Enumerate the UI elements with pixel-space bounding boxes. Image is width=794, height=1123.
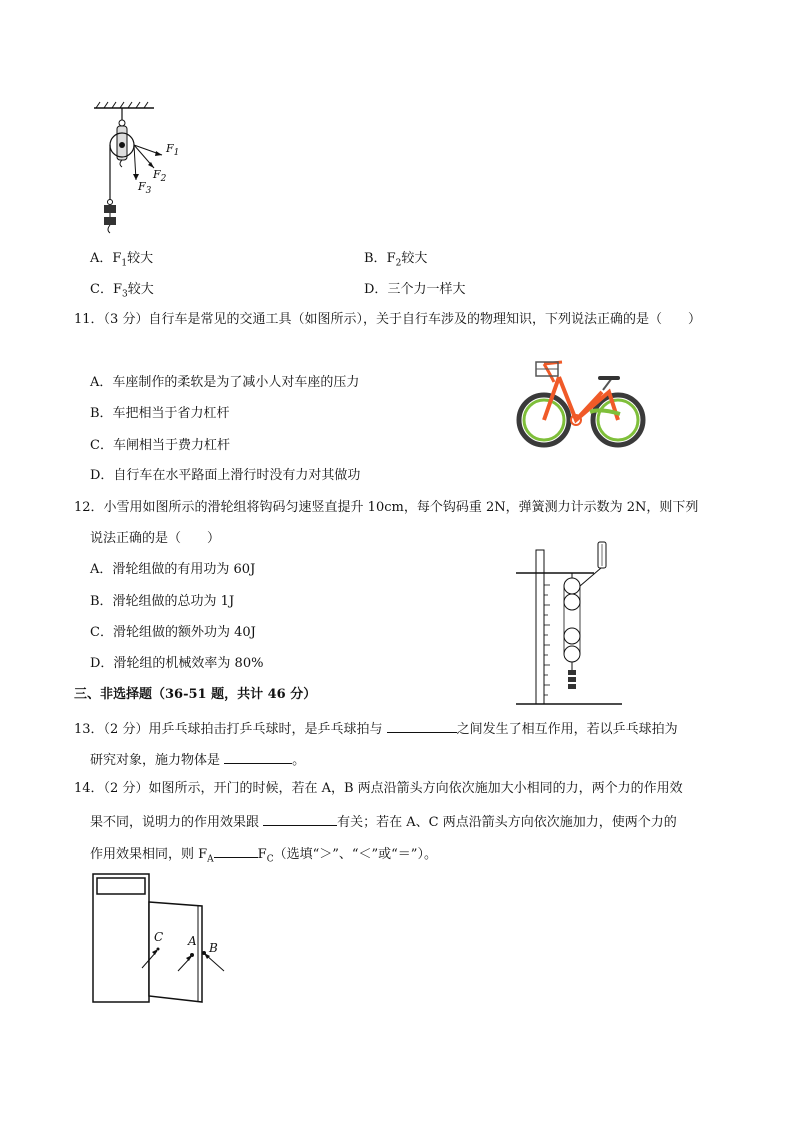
q11-option-c[interactable]: C．车闸相当于费力杠杆 <box>90 438 230 453</box>
label-f2-sub: 2 <box>160 174 167 185</box>
option-text: 较大 <box>127 282 154 297</box>
option-text: 较大 <box>401 251 428 266</box>
q12-stem-line1: 12．小雪用如图所示的滑轮组将钩码匀速竖直提升 10cm，每个钩码重 2N，弹簧测力计示数为 2N，则下列 <box>74 500 699 515</box>
section-3-title: 三、非选择题（36-51 题，共计 46 分） <box>74 687 317 702</box>
q14-line2-post: 有关；若在 A、C 两点沿箭头方向依次施加力，使两个力的 <box>337 815 677 830</box>
q13-line2 <box>90 749 305 770</box>
q14-sub-c: C <box>266 854 274 865</box>
q14-line2-pre: 果不同，说明力的作用效果跟 <box>90 815 264 830</box>
option-subscript: 2 <box>395 258 402 269</box>
option-text: 三个力一样大 <box>387 282 466 297</box>
q11-option-d[interactable]: D．自行车在水平路面上滑行时没有力对其做功 <box>90 468 361 483</box>
q10-option-c[interactable] <box>90 281 154 304</box>
option-subscript: 3 <box>121 289 128 300</box>
q14-line3-post: （选填“＞”、“＜”或“＝”）。 <box>273 847 437 862</box>
q14-line3-mid: F <box>257 847 267 862</box>
option-letter: C． <box>90 282 113 297</box>
q14-line1: 14．（2 分）如图所示，开门的时候，若在 A，B 两点沿箭头方向依次施加大小相同的力，两个力的作用效 <box>74 781 683 796</box>
q13-line2-post: 。 <box>292 753 306 768</box>
q14-blank-2[interactable] <box>214 843 258 858</box>
q14-line2 <box>90 811 677 832</box>
q10-option-d[interactable] <box>364 281 465 299</box>
q13-line1-post: 之间发生了相互作用，若以乒乓球拍为 <box>456 722 678 737</box>
label-f3-letter: F <box>138 180 146 193</box>
q10-option-a[interactable] <box>90 250 153 273</box>
q11-stem: 11．（3 分）自行车是常见的交通工具（如图所示），关于自行车涉及的物理知识，下列说法正确的是（ ） <box>74 312 701 327</box>
q12-option-a[interactable]: A．滑轮组做的有用功为 60J <box>90 562 256 577</box>
option-subscript: 1 <box>121 258 128 269</box>
q13-blank-2[interactable] <box>224 749 292 764</box>
label-f1 <box>166 142 179 158</box>
pulley-force-figure <box>84 100 194 235</box>
q13-line1 <box>74 718 678 739</box>
q11-option-b[interactable]: B．车把相当于省力杠杆 <box>90 406 230 421</box>
q13-line1-pre: 13．（2 分）用乒乓球拍击打乒乓球时，是乒乓球拍与 <box>74 722 387 737</box>
bicycle-figure <box>514 352 650 452</box>
label-f1-letter: F <box>166 142 174 155</box>
door-label-a: A <box>188 934 197 948</box>
door-label-c: C <box>154 930 164 944</box>
door-label-b: B <box>209 941 218 955</box>
label-f1-sub: 1 <box>173 148 180 159</box>
option-symbol: F <box>112 251 122 266</box>
q14-line3-pre: 作用效果相同，则 F <box>90 847 208 862</box>
option-symbol: F <box>112 282 122 297</box>
q10-option-b[interactable] <box>364 250 427 273</box>
q14-sub-a: A <box>207 854 214 865</box>
option-letter: B． <box>364 251 387 266</box>
label-f3-sub: 3 <box>145 186 152 197</box>
q12-stem-line2: 说法正确的是（ ） <box>90 531 221 546</box>
q12-option-c[interactable]: C．滑轮组做的额外功为 40J <box>90 625 256 640</box>
option-letter: D． <box>364 282 388 297</box>
label-f3 <box>138 180 151 196</box>
option-letter: A． <box>90 251 113 266</box>
q12-option-b[interactable]: B．滑轮组做的总功为 1J <box>90 594 235 609</box>
q13-line2-pre: 研究对象，施力物体是 <box>90 753 225 768</box>
q14-line3 <box>90 843 437 869</box>
option-text: 较大 <box>127 251 154 266</box>
q13-blank-1[interactable] <box>387 718 457 733</box>
label-f2 <box>153 168 166 184</box>
q14-blank-1[interactable] <box>263 811 337 826</box>
q11-option-a[interactable]: A．车座制作的柔软是为了减小人对车座的压力 <box>90 375 360 390</box>
pulley-stand-figure <box>514 540 624 710</box>
label-f2-letter: F <box>153 168 161 181</box>
q12-option-d[interactable]: D．滑轮组的机械效率为 80% <box>90 656 264 671</box>
option-symbol: F <box>386 251 396 266</box>
